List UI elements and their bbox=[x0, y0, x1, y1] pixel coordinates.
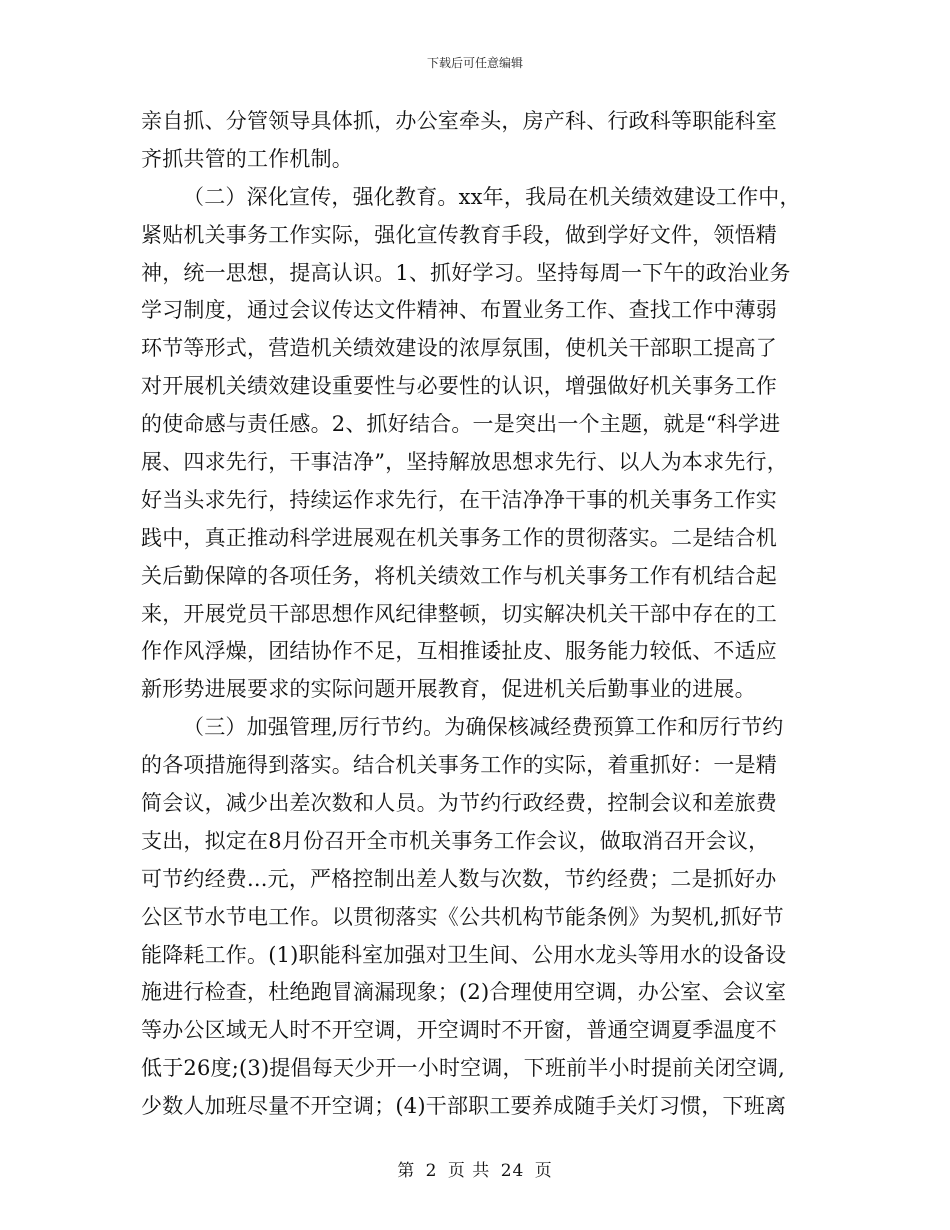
body-line: 齐抓共管的工作机制。 bbox=[141, 146, 353, 171]
body-line: 简会议，减少出差次数和人员。为节约行政经费，控制会议和差旅费 bbox=[141, 791, 777, 816]
body-line: 低于26度;(3)提倡每天少开一小时空调，下班前半小时提前关闭空调, bbox=[141, 1056, 786, 1081]
body-line: 神，统一思想，提高认识。1、抓好学习。坚持每周一下午的政治业务 bbox=[141, 260, 791, 285]
page-header: 下载后可任意编辑 bbox=[426, 56, 523, 70]
body-line: 关后勤保障的各项任务，将机关绩效工作与机关事务工作有机结合起 bbox=[141, 563, 777, 588]
footer-middle: 页 共 bbox=[447, 1161, 491, 1181]
document-body bbox=[141, 103, 809, 1126]
body-line: 施进行检查，杜绝跑冒滴漏现象；(2)合理使用空调，办公室、会议室 bbox=[141, 980, 787, 1005]
body-line: 紧贴机关事务工作实际，强化宣传教育手段，做到学好文件，领悟精 bbox=[141, 222, 777, 247]
page-footer bbox=[0, 1156, 950, 1181]
body-line: 可节约经费...元，严格控制出差人数与次数，节约经费；二是抓好办 bbox=[141, 866, 777, 891]
total-page-count: 24 bbox=[500, 1161, 525, 1181]
body-line: （二）深化宣传，强化教育。xx年，我局在机关绩效建设工作中， bbox=[183, 184, 801, 209]
body-line: 践中，真正推动科学进展观在机关事务工作的贯彻落实。二是结合机 bbox=[141, 525, 777, 550]
body-line: 少数人加班尽量不开空调；(4)干部职工要养成随手关灯习惯，下班离 bbox=[141, 1094, 787, 1119]
body-line: 展、四求先行，干事洁净”，坚持解放思想求先行、以人为本求先行， bbox=[141, 450, 788, 475]
body-line: 学习制度，通过会议传达文件精神、布置业务工作、查找工作中薄弱 bbox=[141, 298, 777, 323]
body-line: 支出，拟定在8月份召开全市机关事务工作会议，做取消召开会议， bbox=[141, 828, 770, 853]
body-line: 来，开展党员干部思想作风纪律整顿，切实解决机关干部中存在的工 bbox=[141, 601, 777, 626]
body-line: 对开展机关绩效建设重要性与必要性的认识，增强做好机关事务工作 bbox=[141, 374, 777, 399]
body-line: 作作风浮燥，团结协作不足，互相推诿扯皮、服务能力较低、不适应 bbox=[141, 639, 777, 664]
body-line: 好当头求先行，持续运作求先行，在干洁净净干事的机关事务工作实 bbox=[141, 487, 777, 512]
footer-prefix: 第 bbox=[397, 1161, 416, 1181]
body-line: 新形势进展要求的实际问题开展教育，促进机关后勤事业的进展。 bbox=[141, 677, 756, 702]
footer-suffix: 页 bbox=[534, 1161, 553, 1181]
body-line: 等办公区域无人时不开空调，开空调时不开窗，普通空调夏季温度不 bbox=[141, 1018, 777, 1043]
body-line: 公区节水节电工作。以贯彻落实《公共机构节能条例》为契机,抓好节 bbox=[141, 904, 784, 929]
body-line: 能降耗工作。(1)职能科室加强对卫生间、公用水龙头等用水的设备设 bbox=[141, 942, 787, 967]
body-line: 的各项措施得到落实。结合机关事务工作的实际，着重抓好：一是精 bbox=[141, 753, 777, 778]
body-line: 环节等形式，营造机关绩效建设的浓厚氛围，使机关干部职工提高了 bbox=[141, 336, 777, 361]
body-line: 的使命感与责任感。2、抓好结合。一是突出一个主题，就是“科学进 bbox=[141, 412, 781, 437]
body-line: 亲自抓、分管领导具体抓，办公室牵头，房产科、行政科等职能科室 bbox=[141, 109, 777, 133]
current-page-number: 2 bbox=[425, 1161, 438, 1181]
body-line: （三）加强管理,厉行节约。为确保核减经费预算工作和厉行节约 bbox=[183, 715, 784, 740]
